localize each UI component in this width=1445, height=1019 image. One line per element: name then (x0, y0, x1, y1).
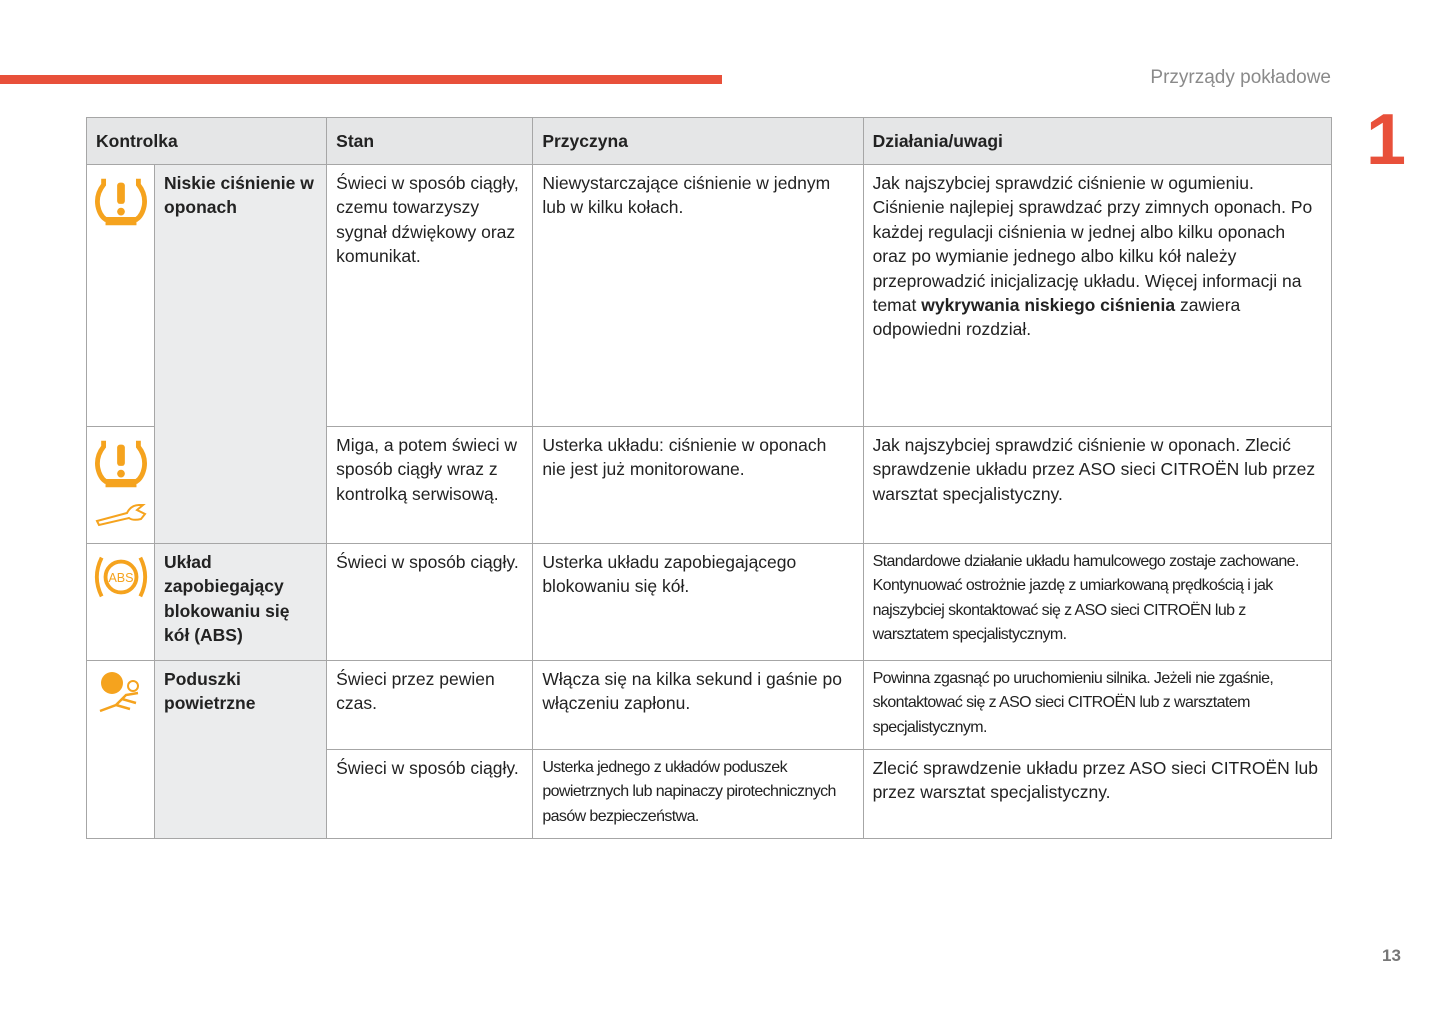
wrench-icon (93, 499, 149, 527)
indicator-label: Układ zapobiegający blokowaniu się kół (ABS) (155, 544, 327, 661)
dzialania-cell: Jak najszybciej sprawdzić ciśnienie w oponach. Zlecić sprawdzenie układu przez ASO sieci CITROËN lub przez warsztat specjalistyczny. (863, 427, 1331, 544)
table-row (87, 544, 1332, 661)
dzialania-cell (863, 165, 1331, 427)
header-accent-bar (0, 75, 722, 84)
icon-cell (87, 427, 155, 544)
stan-cell: Miga, a potem świeci w sposób ciągły wraz z kontrolką serwisową. (327, 427, 533, 544)
icon-cell (87, 661, 155, 839)
warning-lights-table (86, 117, 1332, 839)
indicator-label: Niskie ciśnienie w oponach (155, 165, 327, 544)
col-header: Działania/uwagi (863, 118, 1331, 165)
stan-cell: Świeci w sposób ciągły, czemu towarzyszy sygnał dźwiękowy oraz komunikat. (327, 165, 533, 427)
bold-text: wykrywania niskiego ciśnienia (921, 295, 1176, 316)
dzialania-cell: Powinna zgasnąć po uruchomieniu silnika. Jeżeli nie zgaśnie, skontaktować się z ASO sieci CITROËN lub z warsztatem specjalistycznym. (863, 661, 1331, 750)
col-header: Stan (327, 118, 533, 165)
col-header: Przyczyna (533, 118, 863, 165)
icon-cell (87, 165, 155, 427)
abs-icon (92, 552, 150, 602)
text: zawiera odpowiedni rozdział. (872, 295, 1241, 340)
przyczyna-cell: Usterka jednego z układów poduszek powietrznych lub napinaczy pirotechnicznych pasów bezpieczeństwa. (533, 750, 863, 839)
dzialania-cell: Zlecić sprawdzenie układu przez ASO sieci CITROËN lub przez warsztat specjalistyczny. (863, 750, 1331, 839)
stan-cell: Świeci przez pewien czas. (327, 661, 533, 750)
stan-cell: Świeci w sposób ciągły. (327, 750, 533, 839)
icon-cell (87, 544, 155, 661)
tyre-pressure-icon (92, 435, 150, 493)
text: Jak najszybciej sprawdzić ciśnienie w ogumieniu. Ciśnienie najlepiej sprawdzać przy zimnych oponach. Po każdej regulacji ciśnienia w jednej albo kilku oponach oraz po wymianie jednego albo kilku kół należy przeprowadzić inicjalizację układu. Więcej informacji na temat (872, 173, 1313, 316)
przyczyna-cell: Usterka układu zapobiegającego blokowaniu się kół. (533, 544, 863, 661)
dzialania-cell: Standardowe działanie układu hamulcowego zostaje zachowane. Kontynuować ostrożnie jazdę z umiarkowaną prędkością i jak najszybciej skontaktować się z ASO sieci CITROËN lub z warsztatem specjalistycznym. (863, 544, 1331, 661)
airbag-icon (96, 669, 146, 715)
przyczyna-cell: Włącza się na kilka sekund i gaśnie po włączeniu zapłonu. (533, 661, 863, 750)
przyczyna-cell: Niewystarczające ciśnienie w jednym lub w kilku kołach. (533, 165, 863, 427)
stan-cell: Świeci w sposób ciągły. (327, 544, 533, 661)
przyczyna-cell: Usterka układu: ciśnienie w oponach nie jest już monitorowane. (533, 427, 863, 544)
chapter-number: 1 (1366, 100, 1407, 180)
tyre-pressure-icon (92, 173, 150, 231)
table-header (87, 118, 1332, 165)
table-row (87, 165, 1332, 427)
indicator-label: Poduszki powietrzne (155, 661, 327, 839)
table-row (87, 661, 1332, 750)
svg-text:ABS: ABS (107, 570, 134, 585)
section-title: Przyrządy pokładowe (1150, 67, 1331, 88)
col-header: Kontrolka (87, 118, 327, 165)
page-number: 13 (1382, 946, 1401, 965)
